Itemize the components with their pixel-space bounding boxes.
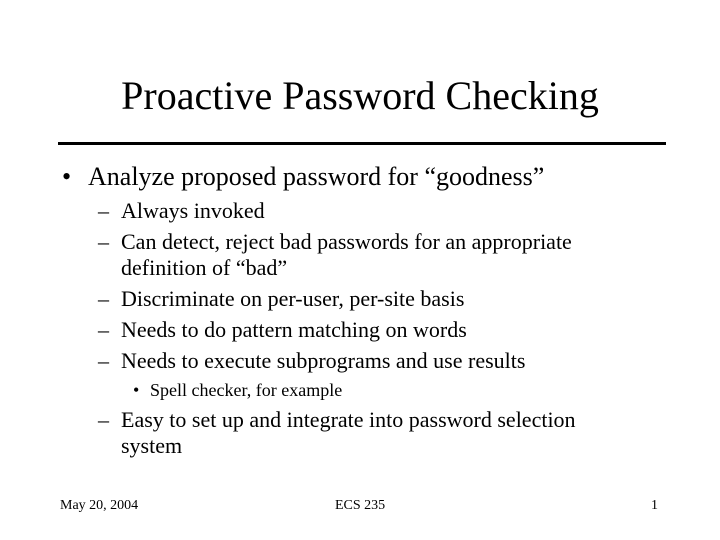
sub-bullet-text: Needs to execute subprograms and use results: [121, 348, 526, 373]
footer-course: ECS 235: [335, 498, 386, 513]
sub-bullet-text: Can detect, reject bad passwords for an appropriate definition of “bad”: [121, 229, 572, 280]
title-divider: [58, 142, 666, 145]
sub-sub-bullet: [133, 379, 342, 401]
sub-bullet-text: Always invoked: [121, 198, 265, 223]
footer-date: May 20, 2004: [60, 498, 139, 513]
sub-bullet: [98, 198, 641, 224]
dash-mark: –: [98, 407, 109, 432]
dash-mark: –: [98, 198, 109, 223]
sub-bullet: [98, 286, 641, 312]
sub-bullet-text: Discriminate on per-user, per-site basis: [121, 286, 465, 311]
bullet-mark: •: [133, 380, 140, 400]
sub-bullet: [98, 317, 641, 343]
sub-bullet-text: Needs to do pattern matching on words: [121, 317, 467, 342]
dash-mark: –: [98, 229, 109, 254]
dash-mark: –: [98, 286, 109, 311]
dash-mark: –: [98, 348, 109, 373]
sub-bullet: [98, 348, 641, 374]
footer-page-number: 1: [651, 498, 658, 513]
sub-bullet-text: Easy to set up and integrate into password selection system: [121, 407, 576, 458]
sub-sub-bullet-text: Spell checker, for example: [150, 380, 343, 400]
dash-mark: –: [98, 317, 109, 342]
slide-title: Proactive Password Checking: [121, 73, 599, 118]
sub-bullet: [98, 229, 641, 281]
bullet-mark: •: [62, 162, 72, 191]
sub-bullet: [98, 407, 641, 459]
main-bullet-text: Analyze proposed password for “goodness”: [88, 162, 545, 191]
main-bullet: [62, 161, 544, 193]
